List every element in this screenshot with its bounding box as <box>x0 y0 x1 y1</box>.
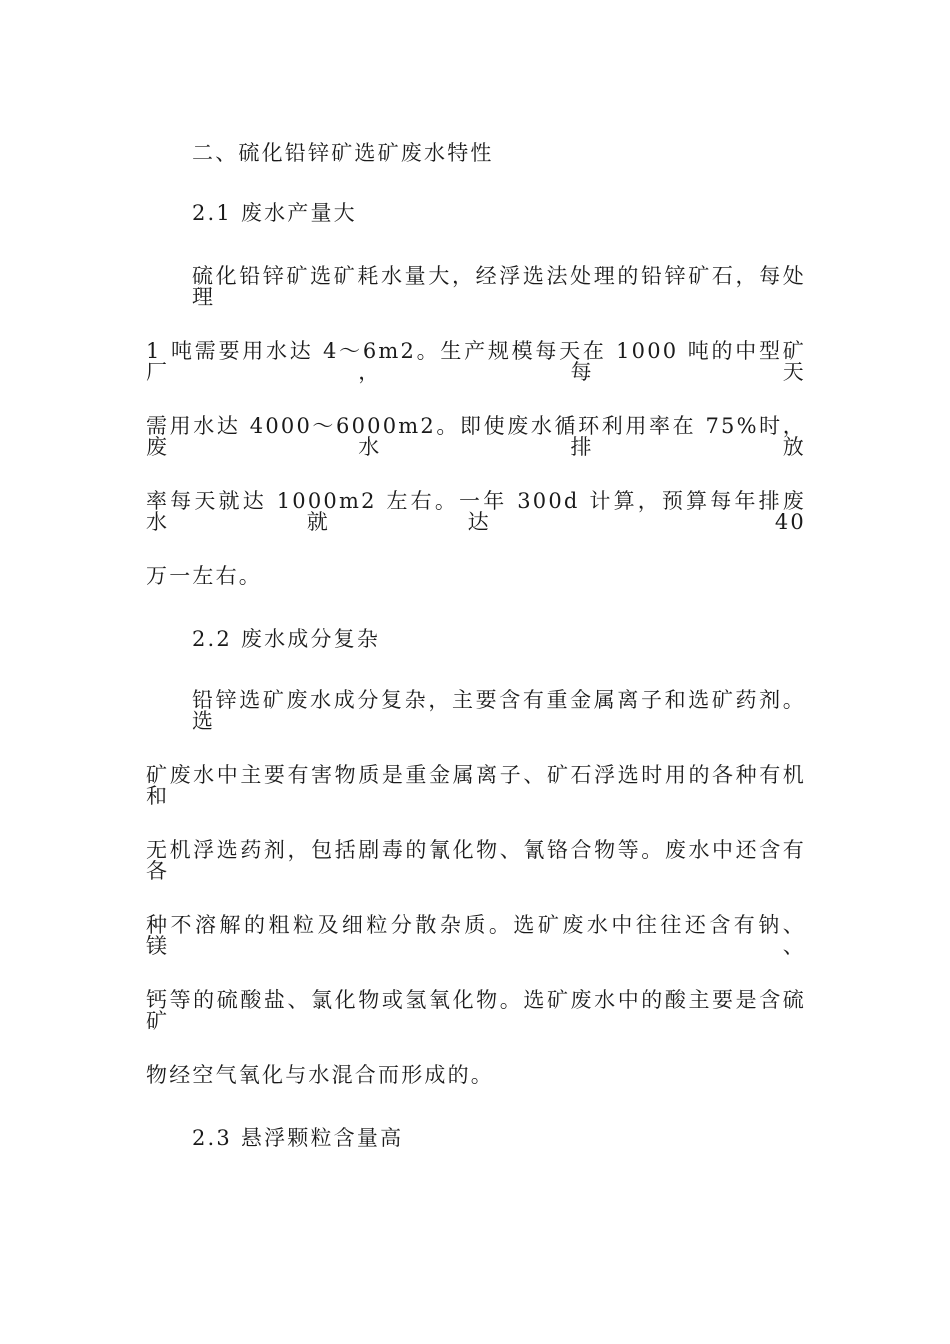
subsection-title-2-3: 2.3 悬浮颗粒含量高 <box>192 1126 404 1150</box>
paragraph-line: 铅锌选矿废水成分复杂，主要含有重金属离子和选矿药剂。选 <box>192 688 806 733</box>
paragraph-line: 物经空气氧化与水混合而形成的。 <box>146 1063 494 1087</box>
paragraph-line: 钙等的硫酸盐、氯化物或氢氧化物。选矿废水中的酸主要是含硫矿 <box>146 988 806 1033</box>
section-heading: 二、硫化铅锌矿选矿废水特性 <box>192 141 494 165</box>
paragraph-line: 率每天就达 1000m2 左右。一年 300d 计算，预算每年排废水就达 40 <box>146 489 806 534</box>
subsection-title-2-2: 2.2 废水成分复杂 <box>192 627 381 651</box>
paragraph-line: 种不溶解的粗粒及细粒分散杂质。选矿废水中往往还含有钠、镁、 <box>146 913 806 958</box>
subsection-title-2-1: 2.1 废水产量大 <box>192 201 357 225</box>
paragraph-line: 矿废水中主要有害物质是重金属离子、矿石浮选时用的各种有机和 <box>146 763 806 808</box>
paragraph-line: 万一左右。 <box>146 564 262 588</box>
paragraph-line: 需用水达 4000～6000m2。即使废水循环利用率在 75%时，废水排放 <box>146 414 806 459</box>
paragraph-line: 硫化铅锌矿选矿耗水量大，经浮选法处理的铅锌矿石，每处理 <box>192 264 806 309</box>
paragraph-line: 1 吨需要用水达 4～6m2。生产规模每天在 1000 吨的中型矿厂，每天 <box>146 339 806 384</box>
paragraph-line: 无机浮选药剂，包括剧毒的氰化物、氰铬合物等。废水中还含有各 <box>146 838 806 883</box>
